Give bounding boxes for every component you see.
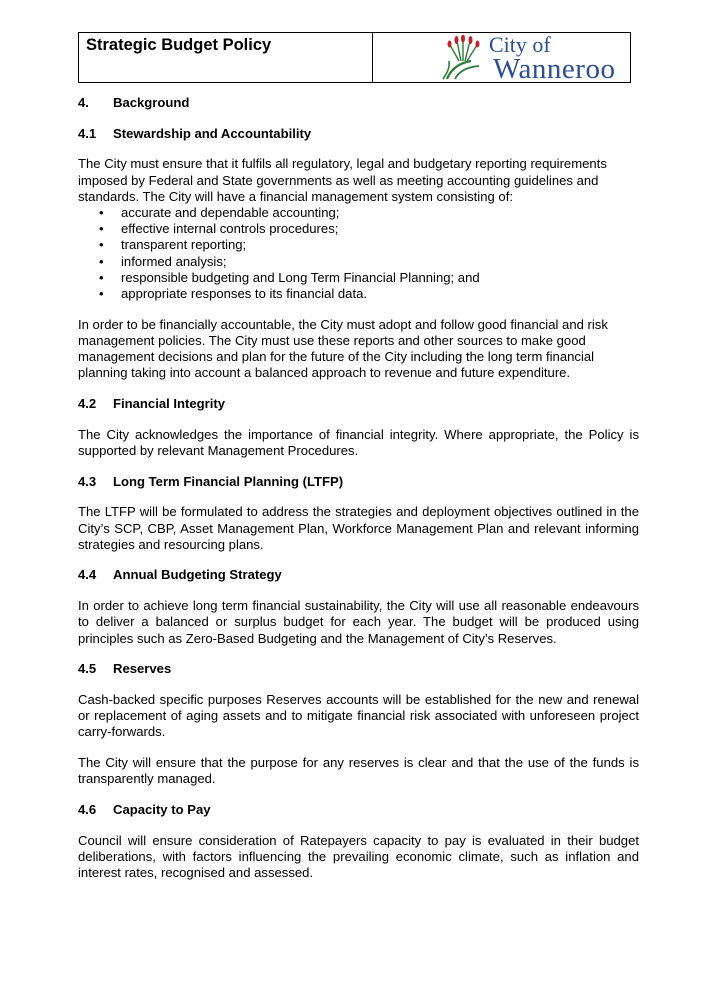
bullet-icon: • xyxy=(99,221,104,237)
section-title: Annual Budgeting Strategy xyxy=(113,567,282,583)
bullet-icon: • xyxy=(99,269,104,285)
document-title: Strategic Budget Policy xyxy=(86,36,272,54)
bullet-icon: • xyxy=(99,205,104,221)
paragraph: The LTFP will be formulated to address the strategies and deployment objectives outlined in the City’s SCP, CBP, Asset Management Plan, Workforce Management Plan and relevant informing strategies and resourcing plans. xyxy=(78,504,639,552)
list-item xyxy=(78,286,639,302)
city-logo xyxy=(373,32,630,85)
paragraph: The City will ensure that the purpose for any reserves is clear and that the use of the funds is transparently managed. xyxy=(78,755,639,787)
paragraph: The City must ensure that it fulfils all regulatory, legal and budgetary reporting requirements imposed by Federal and State governments as well as meeting accounting guidelines and standards. The City will have a financial management system consisting of: xyxy=(78,156,607,204)
list-item xyxy=(78,254,639,270)
list-item xyxy=(78,205,639,221)
bullet-icon: • xyxy=(99,286,104,302)
list-item xyxy=(78,270,639,286)
paragraph: In order to be financially accountable, the City must adopt and follow good financial and risk management policies. The City must use these reports and other sources to make good management decisions and plan for the future of the City including the long term financial planning taking into account a balanced approach to revenue and future expenditure. xyxy=(78,316,608,381)
section-number: 4.4 xyxy=(78,567,97,583)
list-item-text: transparent reporting; xyxy=(121,237,247,253)
section-heading-4-1 xyxy=(78,126,639,142)
section-title: Capacity to Pay xyxy=(113,802,211,817)
section-number: 4. xyxy=(78,95,89,110)
section-heading-4-6 xyxy=(78,802,639,818)
section-number: 4.3 xyxy=(78,473,97,489)
section-number: 4.6 xyxy=(78,802,97,817)
section-title: Reserves xyxy=(113,661,172,677)
section-heading-4-3 xyxy=(78,474,639,490)
logo-text-wanneroo: Wanneroo xyxy=(493,53,616,85)
section-number: 4.2 xyxy=(78,396,97,412)
section-heading-4 xyxy=(78,95,639,111)
section-number: 4.1 xyxy=(78,125,97,141)
kangaroo-paw-icon xyxy=(441,35,489,81)
paragraph: The City acknowledges the importance of financial integrity. Where appropriate, the Policy is supported by relevant Management Procedures. xyxy=(78,426,639,458)
header-title-cell xyxy=(79,33,373,82)
bullet-list xyxy=(78,205,639,302)
section-title: Financial Integrity xyxy=(113,396,226,412)
section-title: Long Term Financial Planning (LTFP) xyxy=(113,473,344,489)
list-item-text: accurate and dependable accounting; xyxy=(121,205,340,221)
section-title: Stewardship and Accountability xyxy=(113,125,312,141)
section-title: Background xyxy=(113,95,190,110)
list-item-text: appropriate responses to its financial data. xyxy=(121,286,368,302)
list-item xyxy=(78,221,639,237)
logo-text-city-of: City of xyxy=(489,32,551,57)
document-header xyxy=(78,32,631,83)
bullet-icon: • xyxy=(99,237,104,253)
list-item-text: responsible budgeting and Long Term Financial Planning; and xyxy=(121,269,480,285)
list-item-text: informed analysis; xyxy=(121,253,227,269)
list-item xyxy=(78,237,639,253)
paragraph: In order to achieve long term financial sustainability, the City will use all reasonable endeavours to deliver a balanced or surplus budget for each year. The budget will be produced using principles such as Zero-Based Budgeting and the Management of City’s Reserves. xyxy=(78,598,639,646)
paragraph: Council will ensure consideration of Ratepayers capacity to pay is evaluated in their budget deliberations, with factors influencing the prevailing economic climate, such as inflation and interest rates, recognised and assessed. xyxy=(78,832,639,881)
section-number: 4.5 xyxy=(78,661,97,677)
list-item-text: effective internal controls procedures; xyxy=(121,221,339,237)
document-body xyxy=(78,95,639,896)
paragraph: Cash-backed specific purposes Reserves accounts will be established for the new and renewal or replacement of aging assets and to mitigate financial risk associated with unforeseen project carry-forwards. xyxy=(78,691,639,740)
section-heading-4-2 xyxy=(78,396,639,412)
bullet-icon: • xyxy=(99,253,104,269)
section-heading-4-5 xyxy=(78,661,639,677)
section-heading-4-4 xyxy=(78,567,639,583)
